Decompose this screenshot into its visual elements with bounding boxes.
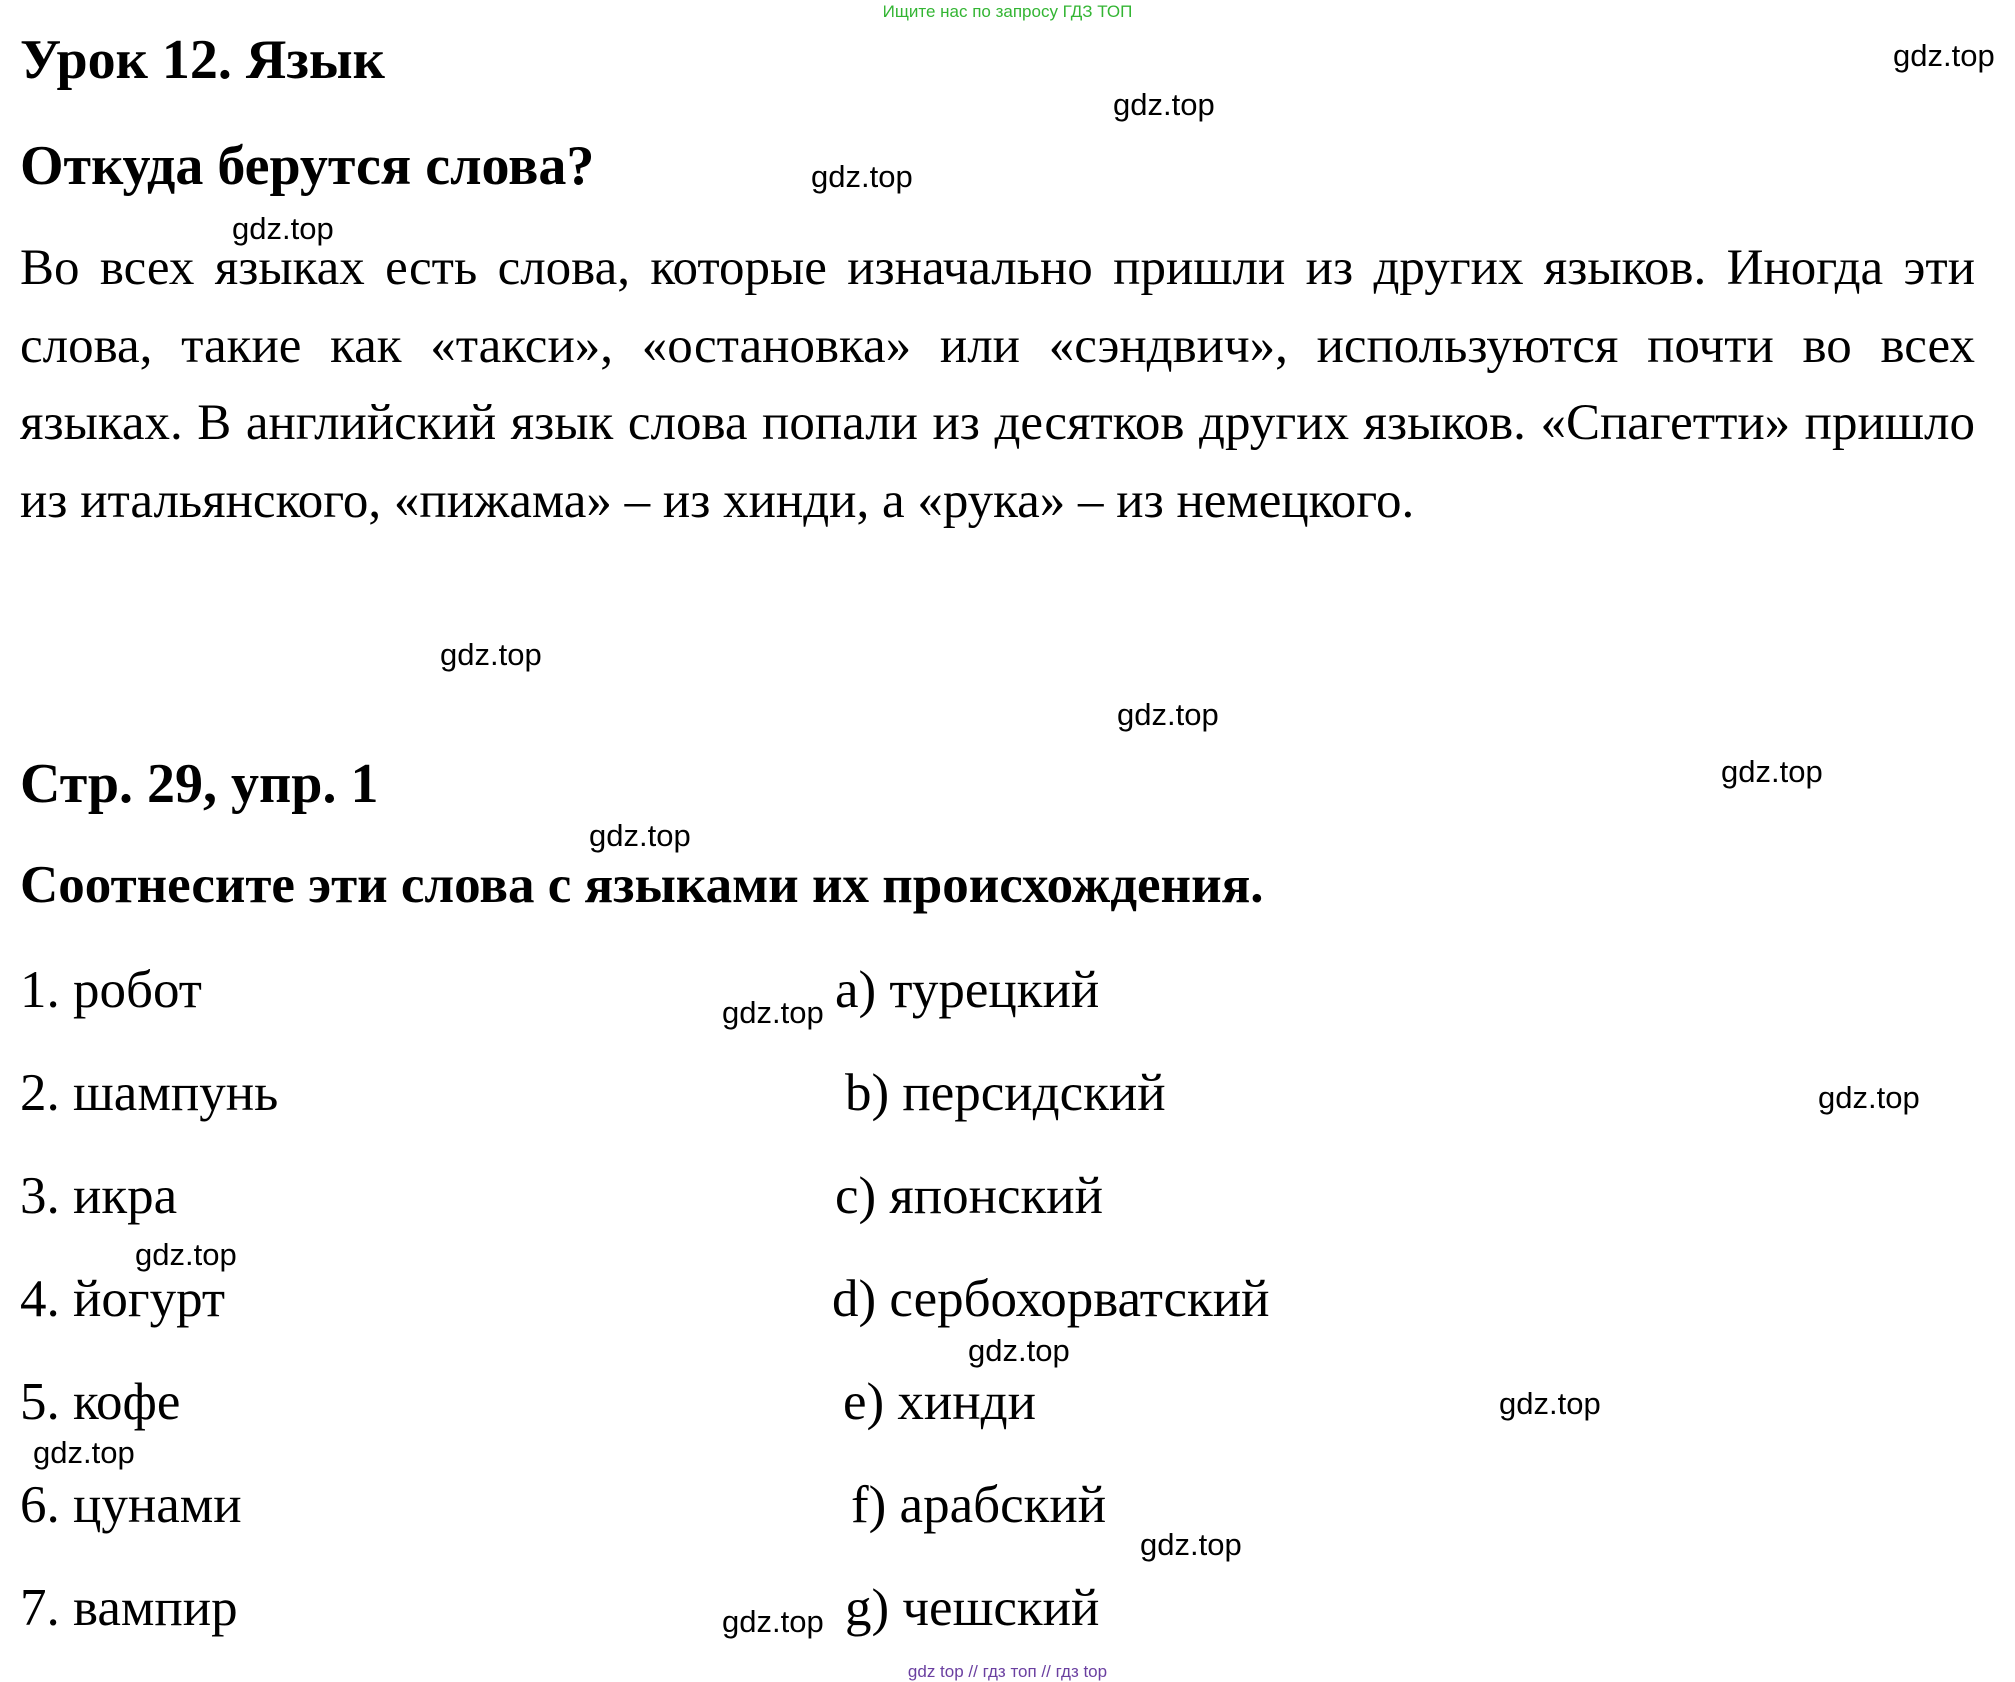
section-title: Откуда берутся слова? — [20, 135, 595, 197]
language-item: d) сербохорватский — [832, 1270, 1270, 1328]
watermark: gdz.top — [1893, 38, 1995, 73]
watermark: gdz.top — [1721, 754, 1823, 789]
word-item: 7. вампир — [20, 1579, 238, 1637]
top-banner: Ищите нас по запросу ГДЗ ТОП — [882, 2, 1133, 21]
bottom-banner: gdz top // гдз топ // гдз top — [907, 1662, 1108, 1681]
word-item: 6. цунами — [20, 1476, 242, 1534]
language-item: b) персидский — [845, 1064, 1166, 1122]
word-item: 1. робот — [20, 961, 202, 1019]
word-item: 2. шампунь — [20, 1064, 279, 1122]
watermark: gdz.top — [722, 1604, 824, 1639]
language-item: g) чешский — [845, 1579, 1100, 1637]
watermark: gdz.top — [1113, 87, 1215, 122]
watermark: gdz.top — [440, 637, 542, 672]
watermark: gdz.top — [968, 1333, 1070, 1368]
watermark: gdz.top — [1117, 697, 1219, 732]
watermark: gdz.top — [1140, 1527, 1242, 1562]
page-reference: Стр. 29, упр. 1 — [20, 753, 379, 815]
word-item: 5. кофе — [20, 1373, 181, 1431]
language-item: a) турецкий — [835, 961, 1100, 1019]
word-item: 4. йогурт — [20, 1270, 226, 1328]
watermark: gdz.top — [589, 818, 691, 853]
word-item: 3. икра — [20, 1167, 178, 1225]
lesson-title: Урок 12. Язык — [20, 29, 385, 91]
language-item: c) японский — [835, 1167, 1104, 1225]
watermark: gdz.top — [722, 995, 824, 1030]
watermark: gdz.top — [1499, 1386, 1601, 1421]
watermark: gdz.top — [1818, 1080, 1920, 1115]
task-instruction: Соотнесите эти слова с языками их происхождения. — [20, 856, 1264, 914]
watermark: gdz.top — [135, 1237, 237, 1272]
watermark: gdz.top — [811, 159, 913, 194]
language-item: e) хинди — [843, 1373, 1036, 1431]
watermark: gdz.top — [232, 211, 334, 246]
language-item: f) арабский — [851, 1476, 1107, 1534]
intro-paragraph: Во всех языках есть слова, которые изначально пришли из других языков. Иногда эти слова, такие как «такси», «остановка» или «сэндвич», используются почти во всех языках. В английский язык слова попали из десятков других языков. «Спагетти» пришло из итальянского, «пижама» – из хинди, а «рука» – из немецкого. — [20, 240, 1975, 529]
watermark: gdz.top — [33, 1435, 135, 1470]
